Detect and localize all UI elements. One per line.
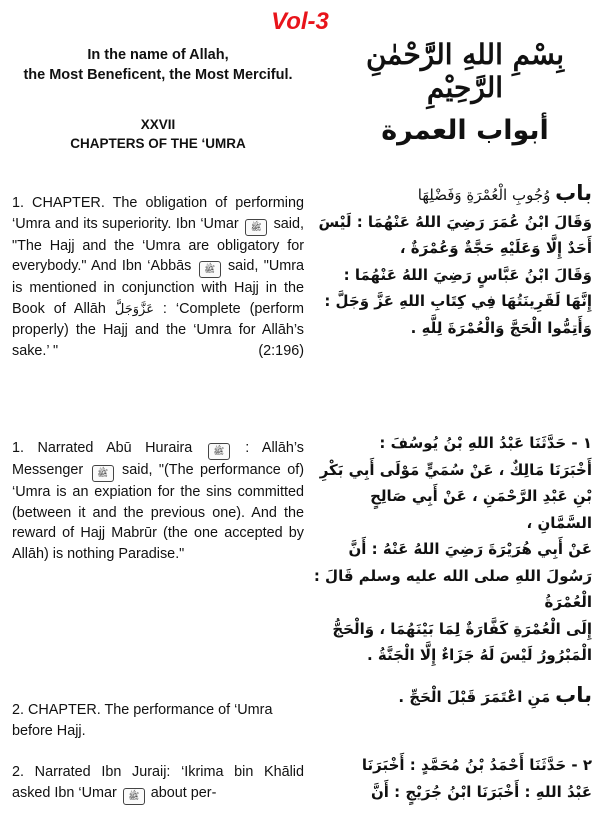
hadith-2-text: 2. Narrated Ibn Juraij: ‘Ikrima bin Khālid asked Ibn ‘Umar [12, 764, 304, 801]
arabic-line: رَسُولَ اللهِ صلى الله عليه وسلم قَالَ : الْعُمْرَةُ [313, 566, 592, 611]
hadith-1-arabic [312, 430, 592, 669]
chapter-1-text: The obligation of performing ‘Umra and its superiority. Ibn ‘Umar [12, 195, 304, 232]
hadith-2-arabic [312, 752, 592, 805]
book-number: XXVII [140, 117, 176, 132]
book-title-arabic: أبواب العمرة [381, 115, 549, 146]
arabic-line: بْنِ عَبْدِ الرَّحْمَنِ ، عَنْ أَبِي صَالِحٍ السَّمَّانِ ، [370, 487, 592, 532]
arabic-line: عَنْ أَبِي هُرَيْرَةَ رَضِيَ اللهُ عَنْهُ : أَنَّ [348, 540, 592, 558]
chapter-2-english [12, 700, 304, 741]
pbuh-seal-icon: ﷺ [208, 443, 230, 460]
pbuh-seal-icon: ﷺ [199, 261, 221, 278]
arabic-line: وَأَتِمُّوا الْحَجَّ وَالْعُمْرَةَ لِلَّهِ . [410, 318, 592, 337]
arabic-line: إِلَى الْعُمْرَةِ كَفَّارَةٌ لِمَا بَيْنَهُمَا ، وَالْحَجُّ [332, 619, 592, 638]
pbuh-seal-icon: ﷺ [245, 219, 267, 236]
arabic-line: إِنَّهَا لَقَرِينَتُهَا فِي كِتَابِ اللهِ عَزَّ وَجَلَّ : [324, 292, 592, 310]
basmala-english [12, 45, 304, 85]
book-heading [12, 115, 304, 153]
chapter-2-heading: 2. CHAPTER. [12, 702, 101, 718]
hadith-1-english [12, 438, 304, 564]
quran-reference: (2:196) [258, 342, 304, 359]
chapter-1-english [12, 193, 304, 361]
arabic-line: وَقَالَ ابْنُ عَبَّاسٍ رَضِيَ اللهُ عَنْهُمَا : [343, 265, 592, 284]
arabic-line: عَبْدُ اللهِ : أَخْبَرَنَا ابْنُ جُرَيْجٍ : أَنَّ [370, 782, 592, 801]
hadith-1-text: 1. Narrated Abū Huraira [12, 440, 206, 456]
basmala-english-line1: In the name of Allah, [87, 47, 229, 63]
basmala-english-line2: the Most Beneficent, the Most Merciful. [23, 67, 293, 83]
arabic-line: الْمَبْرُورُ لَيْسَ لَهُ جَزَاءٌ إِلَّا الْجَنَّةُ . [366, 646, 592, 664]
arabic-line: وُجُوبِ الْعُمْرَةِ وَفَضْلِهَا [417, 186, 551, 204]
chapter-1-heading: 1. CHAPTER. [12, 195, 105, 211]
hadith-1-text: said, "(The performance of) ‘Umra is an expiation for the sins committed (between it and the previous one). And the reward of Hajj Mabrūr (the one accepted by Allāh) is nothing Paradise." [12, 462, 305, 562]
hadith-2-text: about per- [146, 784, 217, 801]
arabic-inline-phrase: عَزَّوَجَلَّ [114, 301, 154, 317]
arabic-line: أَخْبَرَنَا مَالِكٌ ، عَنْ سُمَيٍّ مَوْلَى أَبِي بَكْرِ [319, 460, 592, 479]
chapter-2-text: The performance of ‘Umra before Hajj. [12, 702, 273, 739]
hadith-2-english [12, 762, 304, 805]
book-title-english: CHAPTERS OF THE ‘UMRA [70, 136, 246, 151]
chapter-1-arabic [312, 180, 592, 341]
chapter-1-text: said, "The Hajj and the ‘Umra are obligatory for everybody." And Ibn ‘Abbās [12, 215, 305, 274]
chapter-1-text: : ‘Complete (perform properly) the Hajj and the ‘Umra for Allāh’s sake.’ " [12, 300, 304, 359]
arabic-line: مَنِ اعْتَمَرَ قَبْلَ الْحَجِّ . [398, 688, 551, 706]
chapter-2-arabic-title: باب [555, 683, 592, 707]
basmala-arabic: بِسْمِ اللهِ الرَّحْمٰنِ الرَّحِيْمِ [365, 38, 565, 104]
pbuh-seal-icon: ﷺ [92, 465, 114, 482]
volume-label: Vol-3 [271, 8, 329, 35]
arabic-line: وَقَالَ ابْنُ عُمَرَ رَضِيَ اللهُ عَنْهُمَا : لَيْسَ [318, 212, 592, 231]
chapter-1-arabic-title: باب [555, 181, 592, 205]
hadith-1-text: : Allāh’s Messenger [12, 440, 304, 478]
arabic-line: ٢ - حَدَّثَنَا أَحْمَدُ بْنُ مُحَمَّدٍ : أَخْبَرَنَا [361, 756, 592, 774]
chapter-1-text: said, "Umra is mentioned in conjunction with Hajj in the Book of Allāh [12, 258, 304, 317]
arabic-line: ١ - حَدَّثَنَا عَبْدُ اللهِ بْنُ يُوسُفَ : [379, 434, 592, 452]
chapter-2-arabic [312, 682, 592, 711]
arabic-line: أَحَدٌ إِلَّا وَعَلَيْهِ حَجَّةٌ وَعُمْرَةٌ ، [399, 239, 592, 257]
pbuh-seal-icon: ﷺ [123, 788, 145, 805]
